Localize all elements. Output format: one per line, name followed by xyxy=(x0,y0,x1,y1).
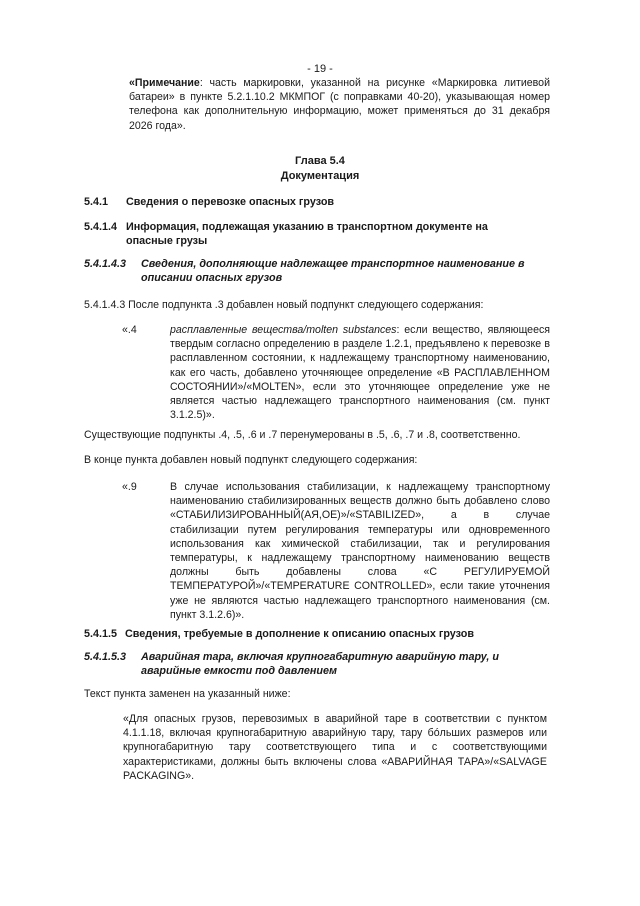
subitem-9-text: В случае использования стабилизации, к надлежащему транспортному наименованию стабилизированных веществ должно быть добавлено слово «СТАБИЛИЗИРОВАННЫЙ(АЯ,ОЕ)»/«STABILIZED», а в случае стабилизации путем регулирования температуры или одновременного использования как химической стабилизации, так и регулирования температуры, к надлежащему транспортному наименованию веществ должны быть добавлены слова «С РЕГУЛИРУЕМОЙ ТЕМПЕРАТУРОЙ»/«TEMPERATURE CONTROLLED», если такие уточнения уже не являются частью надлежащего транспортного наименования (см. пункт 3.1.2.6)». xyxy=(170,481,550,621)
heading-5-4-1-5-3 xyxy=(84,650,524,678)
heading-5-4-1-5 xyxy=(84,627,544,641)
heading-number: 5.4.1.5.3 xyxy=(84,651,127,663)
heading-title: Информация, подлежащая указанию в транспортном документе на опасные грузы xyxy=(126,221,488,248)
subitem-number: «.9 xyxy=(122,481,137,493)
heading-5-4-1-4-3 xyxy=(84,257,552,285)
subitem-term: расплавленные вещества/molten substances xyxy=(170,324,397,336)
replacement-quote: «Для опасных грузов, перевозимых в аварийной таре в соответствии с пунктом 4.1.1.18, включая крупногабаритную аварийную тару, тару бóльших размеров или крупногабаритную тару соответствующего типа и с соответствующими характеристиками, должны быть включены слова «АВАРИЙНАЯ ТАРА»/«SALVAGE PACKAGING». xyxy=(123,713,547,782)
chapter-title: Глава 5.4 xyxy=(295,155,345,167)
heading-number: 5.4.1.4 xyxy=(84,221,118,233)
paragraph-end-added: В конце пункта добавлен новый подпункт следующего содержания: xyxy=(84,454,418,466)
note-text: : часть маркировки, указанной на рисунке «Маркировка литиевой батареи» в пункте 5.2.1.10.2 МКМПОГ (с поправками 40-20), указывающая номер телефона как дополнительную информацию, может применяться до 31 декабря 2026 года». xyxy=(129,77,550,132)
heading-number: 5.4.1.4.3 xyxy=(84,258,127,270)
subitem-4-text xyxy=(170,323,550,422)
subitem-body: : если вещество, являющееся твердым согласно определению в разделе 1.2.1, предъявлено к перевозке в расплавленном состоянии, к надлежащему транспортному наименованию, как его часть, добавлено уточняющее определение «В РАСПЛАВЛЕННОМ СОСТОЯНИИ»/«MOLTEN», если это уточняющее определение уже не является частью надлежащего транспортного наименования (см. пункт 3.1.2.5)». xyxy=(170,324,551,422)
subitem-number: «.4 xyxy=(122,324,137,336)
heading-number: 5.4.1.5 xyxy=(84,628,118,640)
heading-title: Сведения о перевозке опасных грузов xyxy=(126,196,335,208)
paragraph-replaced: Текст пункта заменен на указанный ниже: xyxy=(84,688,291,700)
chapter-subtitle: Документация xyxy=(280,170,360,182)
page-number: - 19 - xyxy=(307,63,333,75)
heading-number: 5.4.1 xyxy=(84,196,109,208)
heading-5-4-1-4 xyxy=(84,220,524,248)
note-label: «Примечание xyxy=(129,77,200,89)
heading-title: Сведения, требуемые в дополнение к описанию опасных грузов xyxy=(125,628,474,640)
heading-title: Аварийная тара, включая крупногабаритную аварийную тару, и аварийные емкости под давлением xyxy=(141,651,499,678)
paragraph-after-3: 5.4.1.4.3 После подпункта .3 добавлен новый подпункт следующего содержания: xyxy=(84,299,484,311)
heading-title: Сведения, дополняющие надлежащее транспортное наименование в описании опасных грузов xyxy=(141,258,525,285)
paragraph-renumbered: Существующие подпункты .4, .5, .6 и .7 перенумерованы в .5, .6, .7 и .8, соответственно. xyxy=(84,429,521,441)
note-paragraph xyxy=(129,76,550,133)
heading-5-4-1 xyxy=(84,195,544,209)
